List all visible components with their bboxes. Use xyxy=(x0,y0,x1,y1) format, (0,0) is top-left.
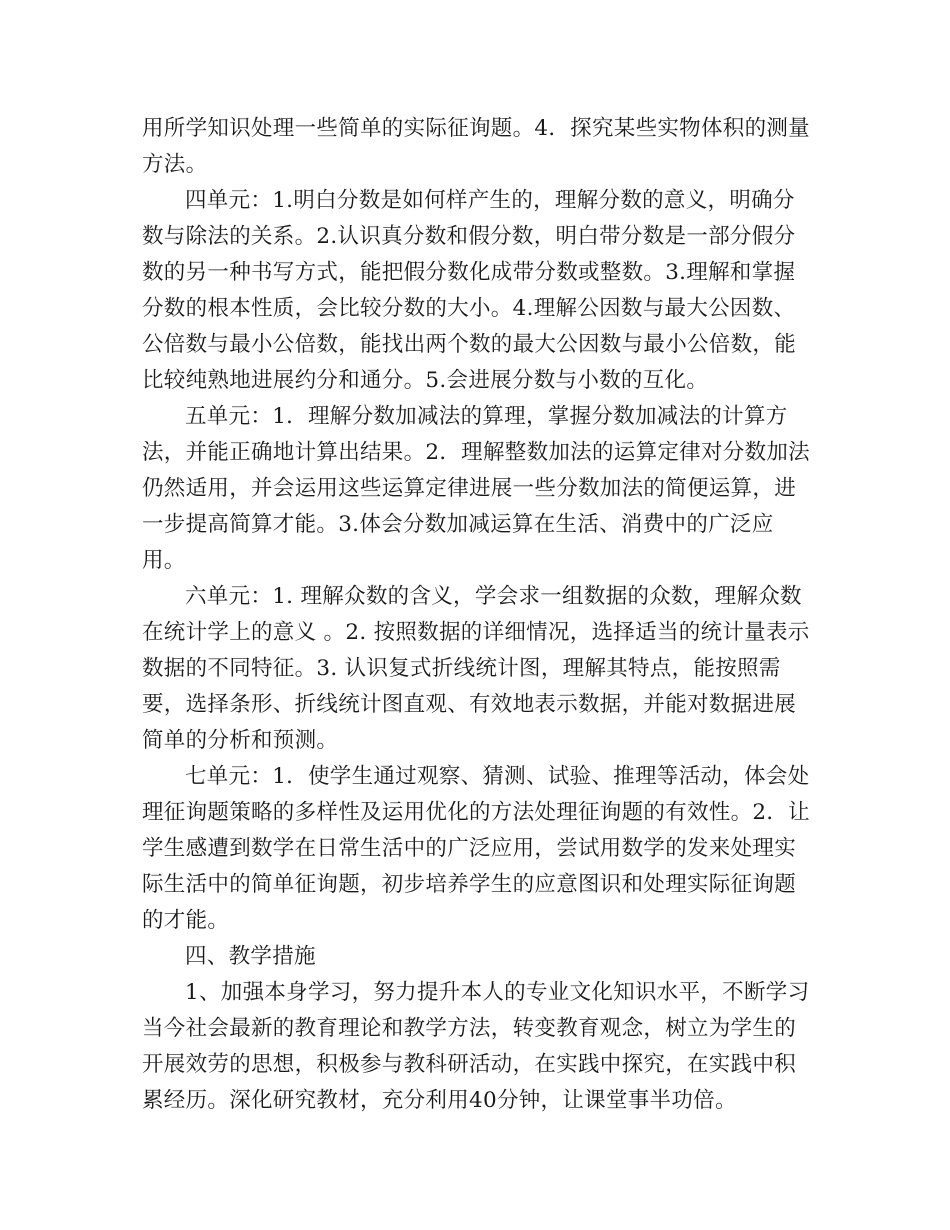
paragraph-unit-five: 五单元：1．理解分数加减法的算理，掌握分数加减法的计算方法，并能正确地计算出结果。2．理解整数加法的运算定律对分数加法仍然适用，并会运用这些运算定律进展一些分数加法的简便运算，进一步提高简算才能。3.体会分数加减运算在生活、消费中的广泛应用。 xyxy=(142,404,810,573)
paragraph-unit-seven: 七单元：1．使学生通过观察、猜测、试验、推理等活动，体会处理征询题策略的多样性及运用优化的方法处理征询题的有效性。2．让学生感遭到数学在日常生活中的广泛应用，尝试用数学的发来处理实际生活中的简单征询题，初步培养学生的应意图识和处理实际征询题的才能。 xyxy=(142,764,810,933)
paragraph-unit-six: 六单元：1. 理解众数的含义，学会求一组数据的众数，理解众数在统计学上的意义 。2. 按照数据的详细情况，选择适当的统计量表示数据的不同特征。3. 认识复式折线统计图，理解其特点，能按照需要，选择条形、折线统计图直观、有效地表示数据，并能对数据进展简单的分析和预测。 xyxy=(142,584,810,753)
paragraph-continuation: 用所学知识处理一些简单的实际征询题。4．探究某些实物体积的测量方法。 xyxy=(142,116,810,177)
section-heading-teaching-measures: 四、教学措施 xyxy=(185,944,316,969)
paragraph-unit-four: 四单元：1.明白分数是如何样产生的，理解分数的意义，明确分数与除法的关系。2.认识真分数和假分数，明白带分数是一部分假分数的另一种书写方式，能把假分数化成带分数或整数。3.理解和掌握分数的根本性质，会比较分数的大小。4.理解公因数与最大公因数、公倍数与最小公倍数，能找出两个数的最大公因数与最小公倍数，能比较纯熟地进展约分和通分。5.会进展分数与小数的互化。 xyxy=(142,188,797,393)
paragraph-measure-one: 1、加强本身学习，努力提升本人的专业文化知识水平，不断学习当今社会最新的教育理论和教学方法，转变教育观念，树立为学生的开展效劳的思想，积极参与教科研活动，在实践中探究，在实践中积累经历。深化研究教材，充分利用40分钟，让课堂事半功倍。 xyxy=(142,980,810,1113)
document-body xyxy=(142,111,812,1119)
